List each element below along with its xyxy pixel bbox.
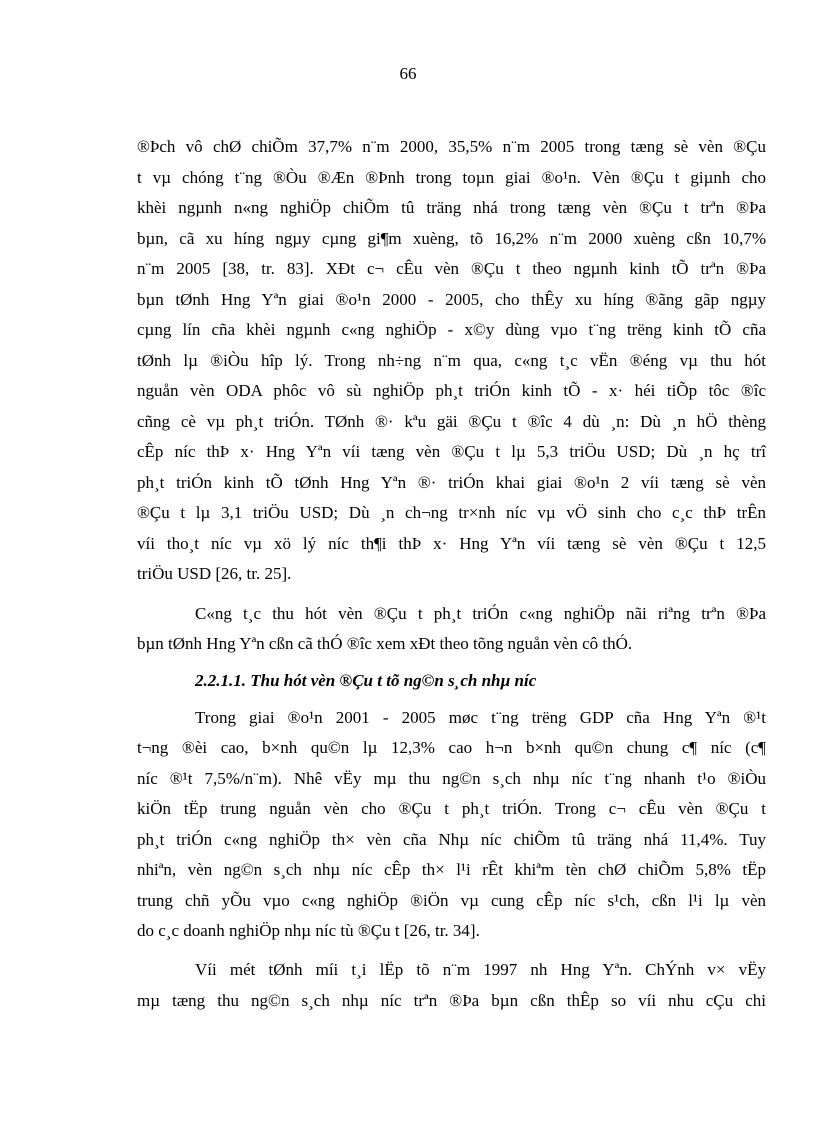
paragraph-line: bµn, cã xu híng ngµy cµng gi¶m xuèng, tõ 16,2% n¨m 2000 xuèng cßn 10,7% <box>137 229 766 248</box>
paragraph-line: kiÖn tËp trung nguån vèn cho ®Çu t ph¸t triÓn. Trong c¬ cÊu vèn ®Çu t <box>137 799 766 818</box>
paragraph-line: C«ng t¸c thu hót vèn ®Çu t ph¸t triÓn c«ng nghiÖp nãi riªng trªn ®Þa <box>195 604 766 623</box>
paragraph-line: ®Þch vô chØ chiÕm 37,7% n¨m 2000, 35,5% n¨m 2005 trong tæng sè vèn ®Çu <box>137 137 766 156</box>
paragraph-line: bµn tØnh Hng Yªn giai ®o¹n 2000 - 2005, cho thÊy xu híng ®ãng gãp ngµy <box>137 290 766 309</box>
paragraph-line: khèi ngµnh n«ng nghiÖp chiÕm tû träng nhá trong tæng vèn ®Çu t trªn ®Þa <box>137 198 766 217</box>
paragraph-line: ph¸t triÓn kinh tÕ tØnh Hng Yªn ®· triÓn khai giai ®o¹n 2 víi tæng sè vèn <box>137 473 766 492</box>
paragraph-line: Víi mét tØnh míi t¸i lËp tõ n¨m 1997 nh Hng Yªn. ChÝnh v× vËy <box>195 960 766 979</box>
paragraph-line: t¬ng ®èi cao, b×nh qu©n lµ 12,3% cao h¬n b×nh qu©n chung c¶ níc (c¶ <box>137 738 766 757</box>
paragraph-line: triÖu USD [26, tr. 25]. <box>137 564 292 583</box>
paragraph-line: Trong giai ®o¹n 2001 - 2005 møc t¨ng trëng GDP cña Hng Yªn ®¹t <box>195 708 766 727</box>
paragraph-line: n¨m 2005 [38, tr. 83]. XÐt c¬ cÊu vèn ®Çu t theo ngµnh kinh tÕ trªn ®Þa <box>137 259 766 278</box>
paragraph-line: cÊp níc thÞ x· Hng Yªn víi tæng vèn ®Çu t lµ 5,3 triÖu USD; Dù ¸n hç trî <box>137 442 766 461</box>
paragraph-line: ph¸t triÓn c«ng nghiÖp th× vèn cña Nhµ níc chiÕm tû träng nhá 11,4%. Tuy <box>137 830 766 849</box>
paragraph-line: cñng cè vµ ph¸t triÓn. TØnh ®· kªu gäi ®Çu t ®îc 4 dù ¸n: Dù ¸n hÖ thèng <box>137 412 766 431</box>
paragraph-line: do c¸c doanh nghiÖp nhµ níc tù ®Çu t [26, tr. 34]. <box>137 921 480 940</box>
paragraph-line: t vµ chóng t¨ng ®Òu ®Æn ®Þnh trong toµn giai ®o¹n. Vèn ®Çu t giµnh cho <box>137 168 766 187</box>
paragraph-line: trung chñ yÕu vµo c«ng nghiÖp ®iÖn vµ cung cÊp níc s¹ch, cßn l¹i lµ vèn <box>137 891 766 910</box>
page-number: 66 <box>399 64 417 83</box>
paragraph-line: víi tho¸t níc vµ xö lý níc th¶i thÞ x· Hng Yªn víi tæng sè vèn ®Çu t 12,5 <box>137 534 766 553</box>
paragraph-line: nhiªn, vèn ng©n s¸ch nhµ níc cÊp th× l¹i rÊt khiªm tèn chØ chiÕm 5,8% tËp <box>137 860 766 879</box>
paragraph-line: ®Çu t lµ 3,1 triÖu USD; Dù ¸n ch¬ng tr×nh níc vµ vÖ sinh cho c¸c thÞ trÊn <box>137 503 766 522</box>
paragraph-line: tØnh lµ ®iÒu hîp lý. Trong nh÷ng n¨m qua, c«ng t¸c vËn ®éng vµ thu hót <box>137 351 766 370</box>
paragraph-line: mµ tæng thu ng©n s¸ch nhµ níc trªn ®Þa bµn cßn thÊp so víi nhu cÇu chi <box>137 991 766 1010</box>
section-heading: 2.2.1.1. Thu hót vèn ®Çu t tõ ng©n s¸ch nhµ níc <box>195 671 537 690</box>
paragraph-line: bµn tØnh Hng Yªn cßn cã thÓ ®îc xem xÐt theo tõng nguån vèn cô thÓ. <box>137 634 633 653</box>
paragraph-line: cµng lín cña khèi ngµnh c«ng nghiÖp - x©y dùng vµo t¨ng trëng kinh tÕ cña <box>137 320 766 339</box>
paragraph-line: níc ®¹t 7,5%/n¨m). Nhê vËy mµ thu ng©n s¸ch nhµ níc t¨ng nhanh t¹o ®iÒu <box>137 769 766 788</box>
paragraph-line: nguån vèn ODA phôc vô sù nghiÖp ph¸t triÓn kinh tÕ - x· héi tiÕp tôc ®îc <box>137 381 766 400</box>
